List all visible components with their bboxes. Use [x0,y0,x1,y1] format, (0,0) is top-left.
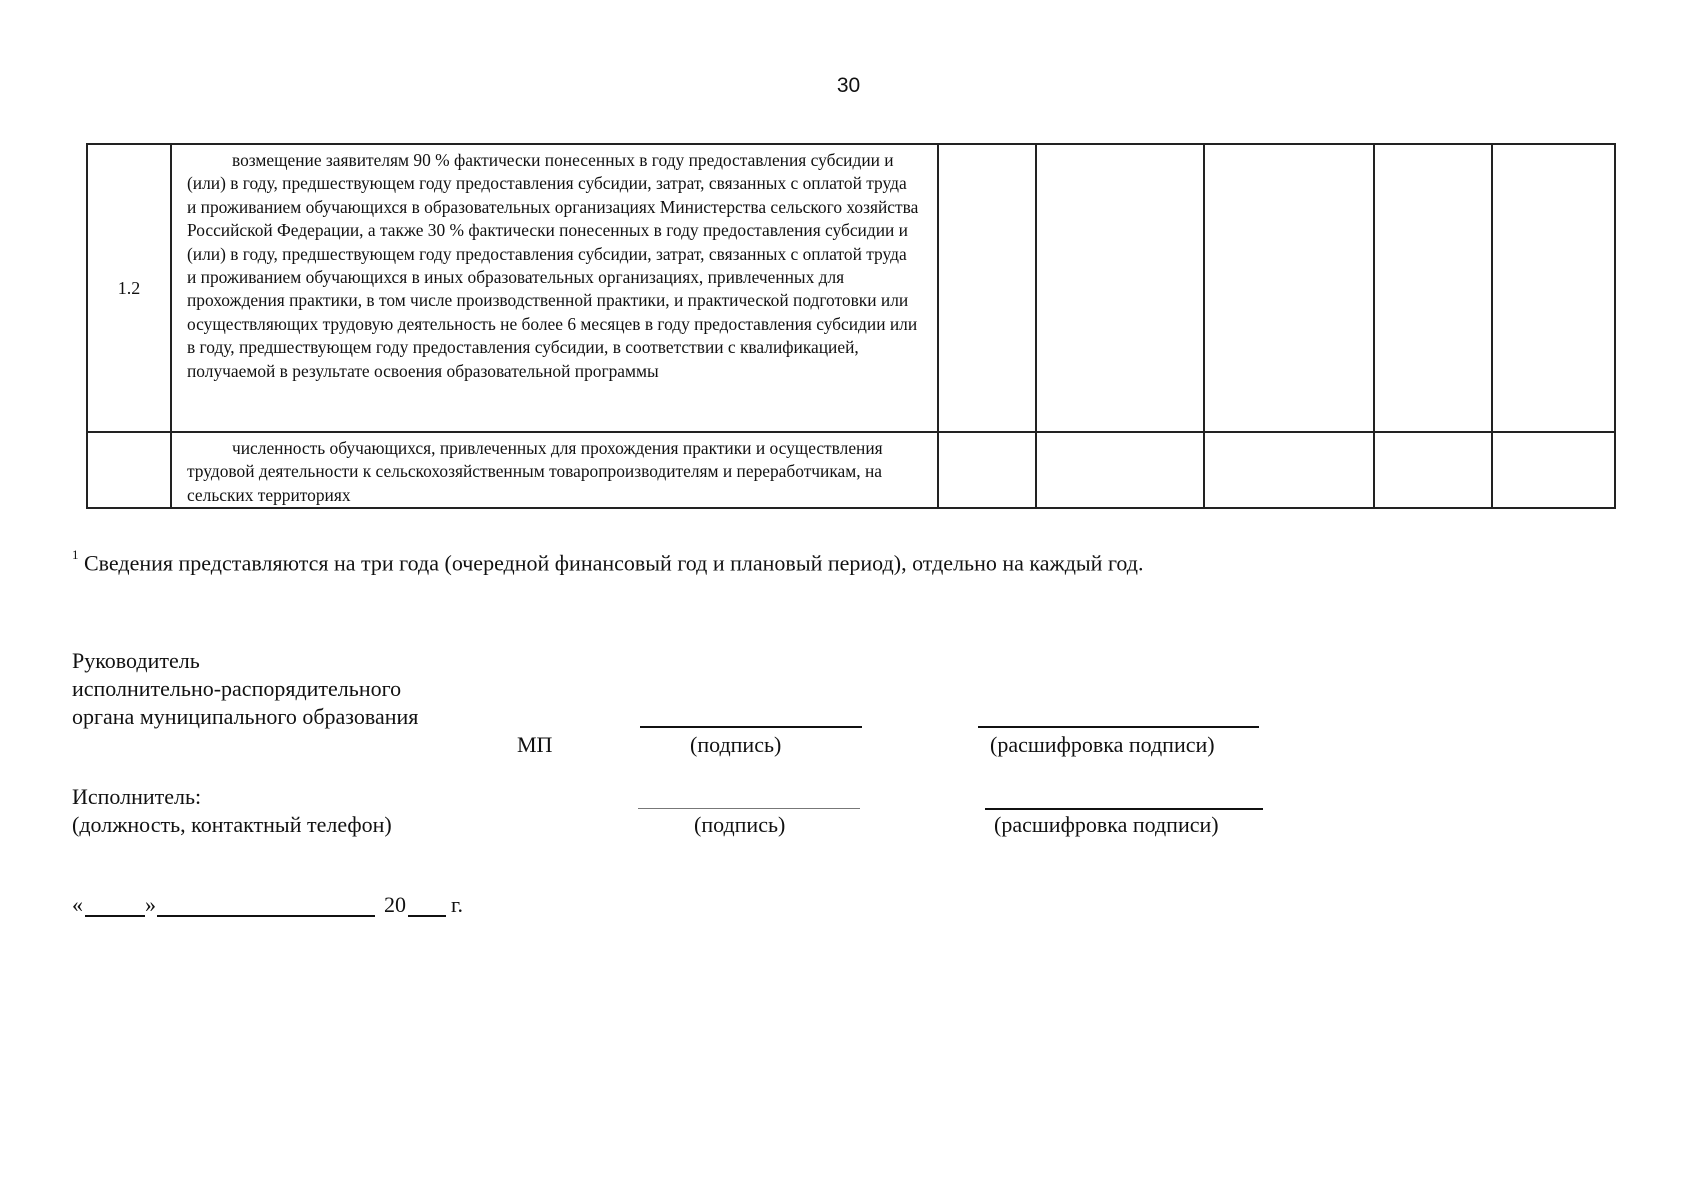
empty-cell [1374,144,1492,432]
empty-cell [938,144,1036,432]
empty-cell [1036,432,1204,508]
empty-cell [1492,144,1615,432]
head-decoding-label: (расшифровка подписи) [990,732,1215,757]
footnote [72,547,1144,576]
empty-cell [1036,144,1204,432]
date-month-line [157,915,375,917]
date-close-quote: » [145,892,156,917]
head-signature-line [640,726,862,728]
row-description-cell: численность обучающихся, привлеченных для прохождения практики и осуществления трудовой деятельности к сельскохозяйственным товаропроизводителям и переработчикам, на сельских территориях [171,432,938,508]
table-row [87,144,1615,432]
executor-details: (должность, контактный телефон) [72,812,392,837]
head-title-line2: исполнительно-распорядительного [72,676,402,701]
empty-cell [1204,144,1374,432]
row-number-cell: 1.2 [87,144,171,432]
head-decoding-line [978,726,1259,728]
stamp-label: МП [517,732,553,757]
row-description-cell: возмещение заявителям 90 % фактически понесенных в году предоставления субсидии и (или) в году, предшествующем году предоставления субсидии, затрат, связанных с оплатой труда и проживанием обучающихся в образовательных организациях Министерства сельского хозяйства Российской Федерации, а также 30 % фактически понесенных в году предоставления субсидии и (или) в году, предшествующем году предоставления субсидии, затрат, связанных с оплатой труда и проживанием обучающихся в иных образовательных организациях, привлеченных для прохождения практики, в том числе производственной практики, и практической подготовки или осуществляющих трудовую деятельность не более 6 месяцев в году предоставления субсидии или в году, предшествующем году предоставления субсидии, в соответствии с квалификацией, получаемой в результате освоения образовательной программы [171,144,938,432]
head-title-line1: Руководитель [72,648,200,673]
footnote-text: Сведения представляются на три года (очередной финансовый год и плановый период), отдельно на каждый год. [78,550,1144,576]
footnote-marker: 1 [72,547,79,562]
empty-cell [938,432,1036,508]
executor-decoding-line [985,808,1263,810]
page-number: 30 [836,74,861,97]
head-signature-label: (подпись) [690,732,782,757]
indicators-table [86,143,1616,509]
date-year-suffix: г. [451,892,464,917]
date-open-quote: « [72,892,83,917]
empty-cell [1492,432,1615,508]
executor-signature-line [638,808,860,809]
empty-cell [1374,432,1492,508]
date-day-line [85,915,145,917]
executor-title: Исполнитель: [72,784,202,809]
executor-signature-label: (подпись) [694,812,786,837]
row-number-cell [87,432,171,508]
executor-decoding-label: (расшифровка подписи) [994,812,1219,837]
date-year-prefix: 20 [384,892,406,917]
head-title-line3: органа муниципального образования [72,704,419,729]
table-row [87,432,1615,508]
date-year-line [408,915,446,917]
empty-cell [1204,432,1374,508]
